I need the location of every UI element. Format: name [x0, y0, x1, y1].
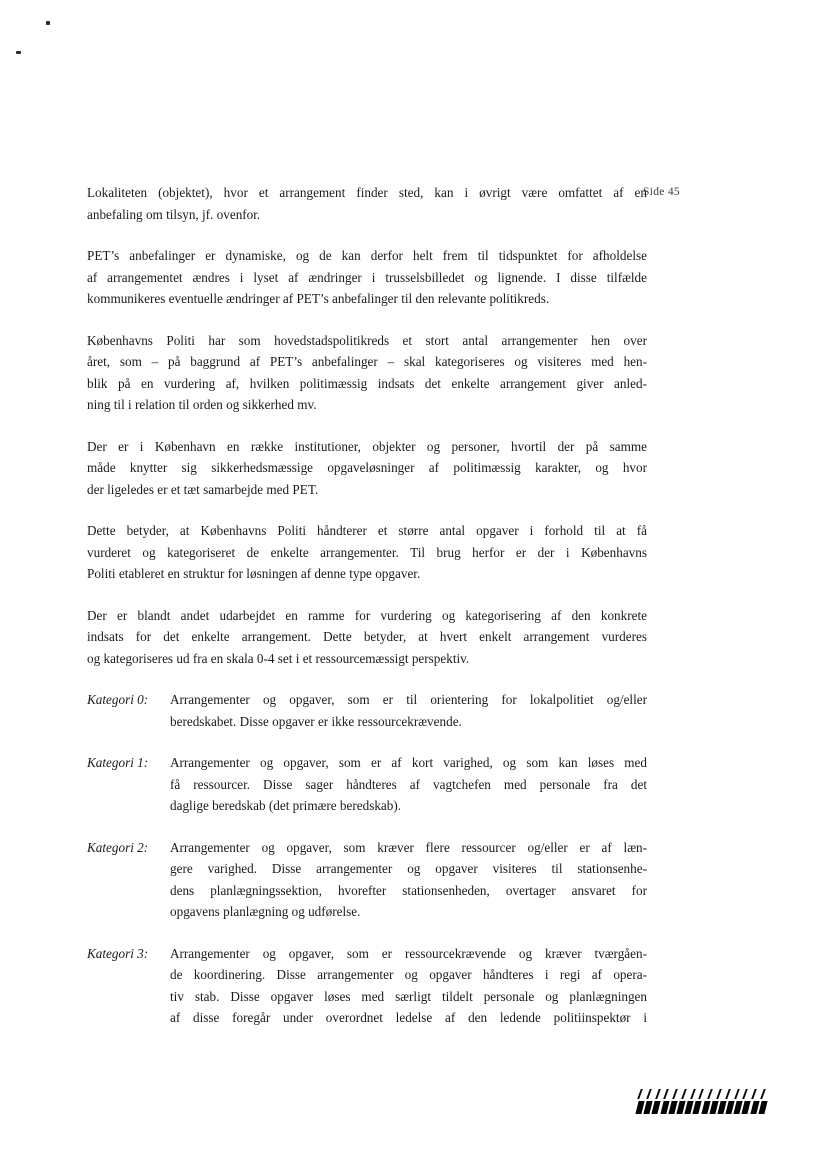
text-line: Arrangementer og opgaver, som kræver flere ressourcer og/eller er af læn-: [170, 839, 647, 855]
hatch-stroke-icon: [681, 1089, 687, 1099]
text-line: måde knytter sig sikkerhedsmæssige opgaveløsninger af politimæssig karakter, og hvor: [87, 460, 647, 475]
category-description: [170, 752, 647, 817]
hatch-stroke-icon: [699, 1089, 705, 1099]
text-line: af disse foregår under overordnet ledelse af den ledende politiinspektør i: [170, 1010, 647, 1025]
category-item-1: [87, 752, 647, 817]
text-line: året, som – på baggrund af PET’s anbefalinger – skal kategoriseres og visiteres med hen-: [87, 354, 647, 369]
text-line: Arrangementer og opgaver, som er af kort varighed, og som kan løses med: [170, 755, 647, 770]
text-line: kommunikeres eventuelle ændringer af PET’s anbefalinger til den relevante politikreds.: [87, 291, 550, 306]
text-line: Dette betyder, at Københavns Politi håndterer et større antal opgaver i forhold til at få: [87, 523, 647, 538]
category-item-2: [87, 837, 647, 923]
text-line: vurderet og kategoriseret de enkelte arrangementer. Til brug herfor er der i Københavns: [87, 544, 647, 560]
category-label: Kategori 0:: [87, 692, 149, 707]
text-line: få ressourcer. Disse sager håndteres af vagtchefen med personale fra det: [170, 776, 647, 792]
hatch-row-thick: [637, 1101, 766, 1114]
text-line: ning til i relation til orden og sikkerhed mv.: [87, 397, 317, 412]
hatch-stroke-icon: [652, 1101, 661, 1114]
text-line: anbefaling om tilsyn, jf. ovenfor.: [87, 206, 261, 222]
category-description: [170, 689, 647, 732]
paragraph: [87, 245, 647, 310]
category-description: [170, 837, 647, 923]
text-line: de koordinering. Disse arrangementer og opgaver håndteres i regi af opera-: [170, 967, 647, 982]
paragraph: [87, 330, 647, 416]
category-item-0: [87, 689, 647, 732]
hatch-stroke-icon: [734, 1089, 740, 1099]
page-number-label: Side 45: [643, 186, 680, 198]
hatch-stroke-icon: [693, 1101, 702, 1114]
scan-artifact-dot: [16, 51, 21, 54]
text-line: tiv stab. Disse opgaver løses med særligt tildelt personale og planlægningen: [170, 988, 647, 1004]
hatch-stroke-icon: [655, 1089, 661, 1099]
text-line: og kategoriseres ud fra en skala 0-4 set i et ressourcemæssigt perspektiv.: [87, 650, 470, 666]
hatch-stroke-icon: [760, 1089, 766, 1099]
text-line: af arrangementet ændres i lyset af ændringer i trusselsbilledet og lignende. I disse tilfælde: [87, 269, 647, 285]
text-line: daglige beredskab (det primære beredskab).: [170, 798, 402, 813]
body-text: [87, 182, 647, 1049]
text-line: PET’s anbefalinger er dynamiske, og de kan derfor helt frem til tidspunktet for afholdelse: [87, 248, 647, 263]
hatch-marks: [639, 1089, 766, 1114]
hatch-stroke-icon: [707, 1089, 713, 1099]
hatch-stroke-icon: [725, 1089, 731, 1099]
text-line: Arrangementer og opgaver, som er til orientering for lokalpolitiet og/eller: [170, 692, 647, 707]
text-line: opgavens planlægning og udførelse.: [170, 904, 361, 919]
text-line: Der er i København en række institutioner, objekter og personer, hvortil der på samme: [87, 438, 647, 454]
hatch-stroke-icon: [672, 1089, 678, 1099]
text-line: Københavns Politi har som hovedstadspolitikreds et stort antal arrangementer hen over: [87, 332, 647, 348]
text-line: dens planlægningssektion, hvorefter stationsenheden, overtager ansvaret for: [170, 882, 647, 898]
hatch-stroke-icon: [742, 1101, 751, 1114]
hatch-stroke-icon: [758, 1101, 767, 1114]
scan-artifact-dot: [46, 21, 50, 25]
category-description: [170, 943, 647, 1029]
hatch-stroke-icon: [646, 1089, 652, 1099]
hatch-stroke-icon: [743, 1089, 749, 1099]
category-label: Kategori 1:: [87, 755, 149, 770]
text-line: Der er blandt andet udarbejdet en ramme for vurdering og kategorisering af den konkrete: [87, 607, 647, 623]
hatch-stroke-icon: [664, 1089, 670, 1099]
text-line: Lokaliteten (objektet), hvor et arrangement finder sted, kan i øvrigt være omfattet af en: [87, 185, 647, 200]
text-line: indsats for det enkelte arrangement. Dette betyder, at hvert enkelt arrangement vurderes: [87, 629, 647, 644]
paragraph: [87, 436, 647, 501]
text-line: blik på en vurdering af, hvilken politimæssig indsats det enkelte arrangement giver anled-: [87, 375, 647, 391]
paragraph: [87, 182, 647, 225]
category-label: Kategori 3:: [87, 945, 149, 961]
paragraph: [87, 520, 647, 585]
category-item-3: [87, 943, 647, 1029]
hatch-stroke-icon: [637, 1089, 643, 1099]
hatch-stroke-icon: [660, 1101, 669, 1114]
hatch-row-thin: [639, 1089, 766, 1099]
hatch-stroke-icon: [690, 1089, 696, 1099]
hatch-stroke-icon: [701, 1101, 710, 1114]
category-label: Kategori 2:: [87, 839, 149, 855]
paragraph: [87, 605, 647, 670]
text-line: der ligeledes er et tæt samarbejde med PET.: [87, 481, 319, 497]
text-line: beredskabet. Disse opgaver er ikke ressourcekrævende.: [170, 713, 462, 729]
hatch-stroke-icon: [751, 1089, 757, 1099]
hatch-stroke-icon: [716, 1089, 722, 1099]
text-line: Politi etableret en struktur for løsningen af denne type opgaver.: [87, 566, 421, 581]
text-line: gere varighed. Disse arrangementer og opgaver visiteres til stationsenhe-: [170, 861, 647, 876]
text-line: Arrangementer og opgaver, som er ressourcekrævende og kræver tværgåen-: [170, 945, 647, 961]
